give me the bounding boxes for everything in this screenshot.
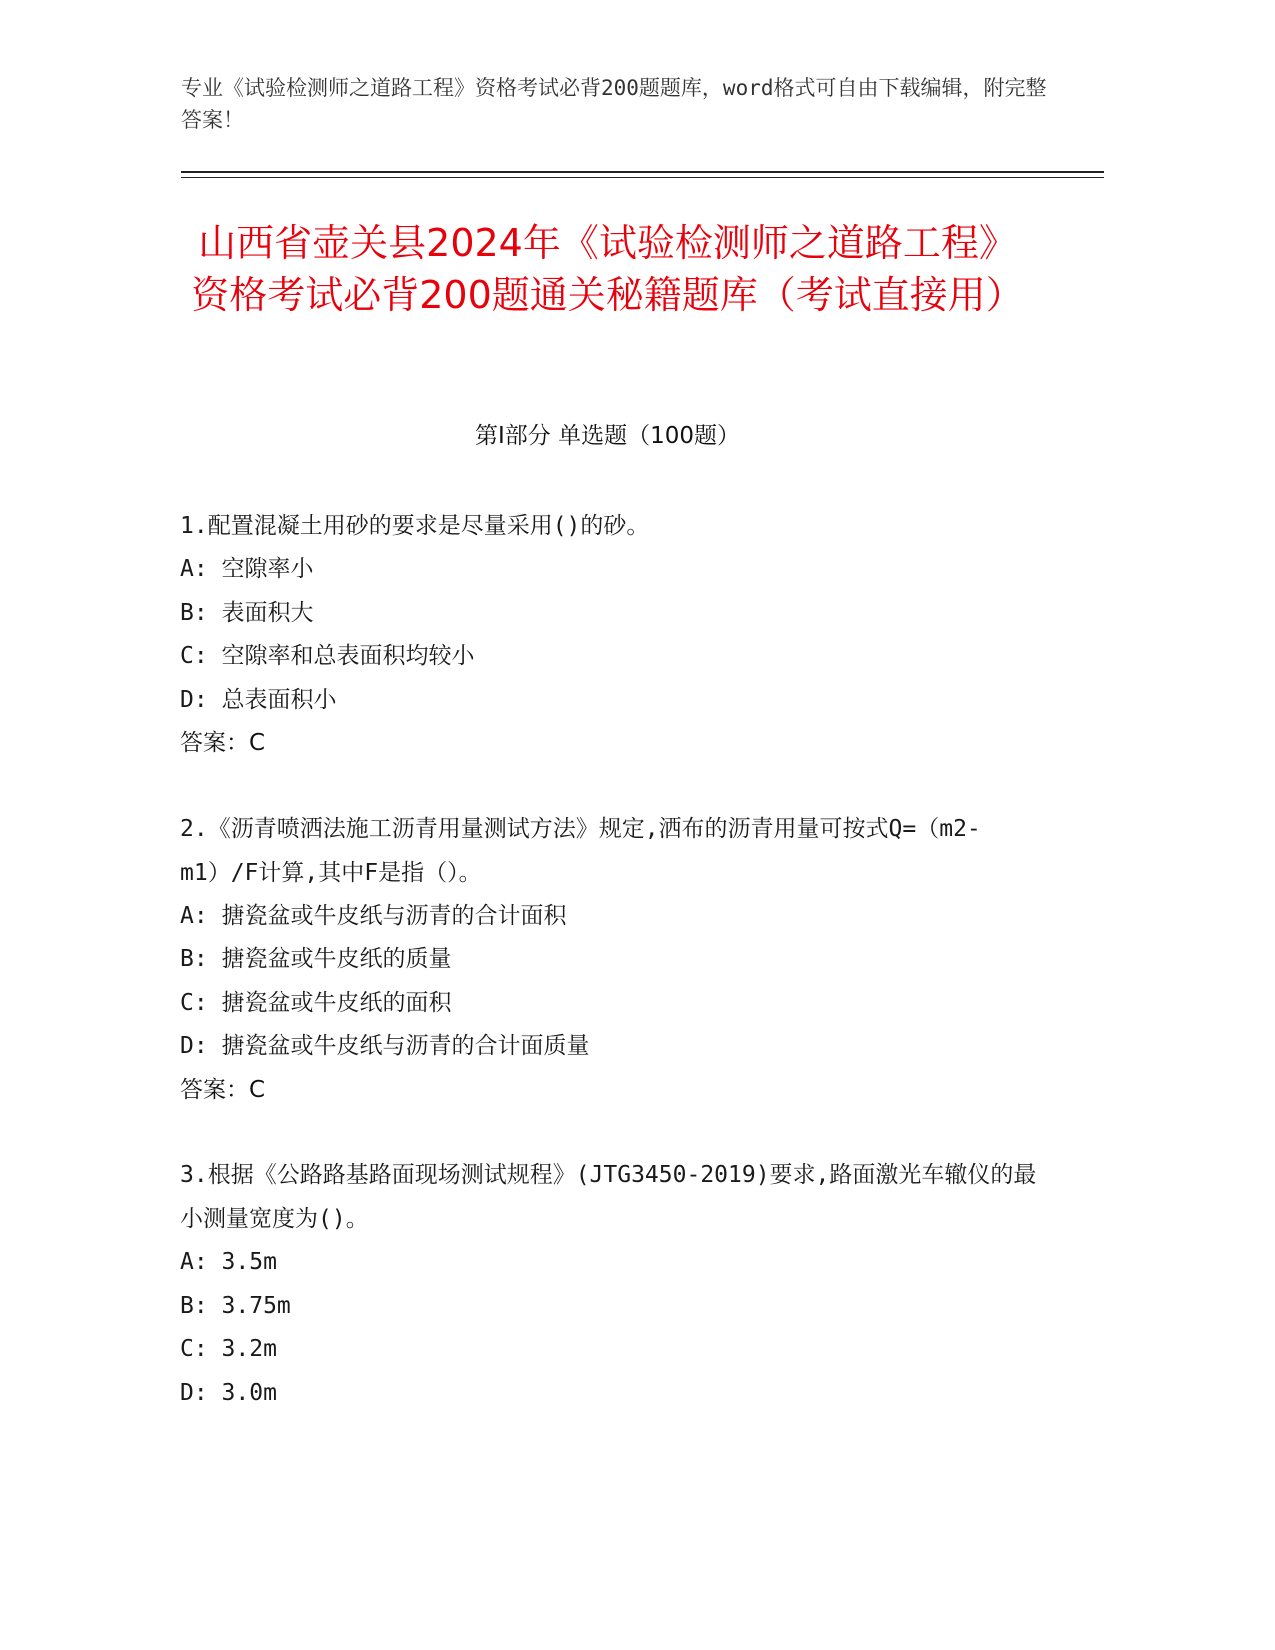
option-a: A: 空隙率小 xyxy=(180,556,314,582)
option-c: C: 空隙率和总表面积均较小 xyxy=(180,643,475,669)
option-a: A: 3.5m xyxy=(180,1249,277,1275)
question-stem: 2.《沥青喷洒法施工沥青用量测试方法》规定,洒布的沥青用量可按式Q=（m2-m1）/F计算,其中F是指（）。 xyxy=(180,815,981,886)
option-a: A: 搪瓷盆或牛皮纸与沥青的合计面积 xyxy=(180,902,567,929)
option-c: C: 搪瓷盆或牛皮纸的面积 xyxy=(180,989,452,1016)
question-list xyxy=(180,504,1040,1456)
header-rule-thin xyxy=(181,177,1104,178)
option-c: C: 3.2m xyxy=(180,1336,277,1362)
option-b: B: 表面积大 xyxy=(180,599,314,626)
question-3 xyxy=(180,1153,1040,1415)
document-title: 山西省壶关县2024年《试验检测师之道路工程》资格考试必背200题通关秘籍题库（考试直接用） xyxy=(191,221,1024,317)
question-1 xyxy=(180,504,1040,766)
section-heading: 第Ⅰ部分 单选题（100题） xyxy=(475,423,740,449)
question-stem: 1.配置混凝土用砂的要求是尽量采用()的砂。 xyxy=(180,513,650,539)
header-rule-thick xyxy=(181,171,1104,173)
answer: 答案：C xyxy=(180,730,266,756)
option-d: D: 3.0m xyxy=(180,1379,277,1406)
header-note: 专业《试验检测师之道路工程》资格考试必背200题题库，word格式可自由下载编辑，附完整答案！ xyxy=(181,76,1047,132)
option-b: B: 搪瓷盆或牛皮纸的质量 xyxy=(180,946,452,972)
answer: 答案：C xyxy=(180,1076,266,1103)
option-d: D: 总表面积小 xyxy=(180,686,337,713)
question-2 xyxy=(180,807,1040,1113)
question-stem: 3.根据《公路路基路面现场测试规程》(JTG3450-2019)要求,路面激光车辙仪的最小测量宽度为()。 xyxy=(180,1162,1037,1232)
option-d: D: 搪瓷盆或牛皮纸与沥青的合计面质量 xyxy=(180,1033,590,1059)
option-b: B: 3.75m xyxy=(180,1292,291,1319)
